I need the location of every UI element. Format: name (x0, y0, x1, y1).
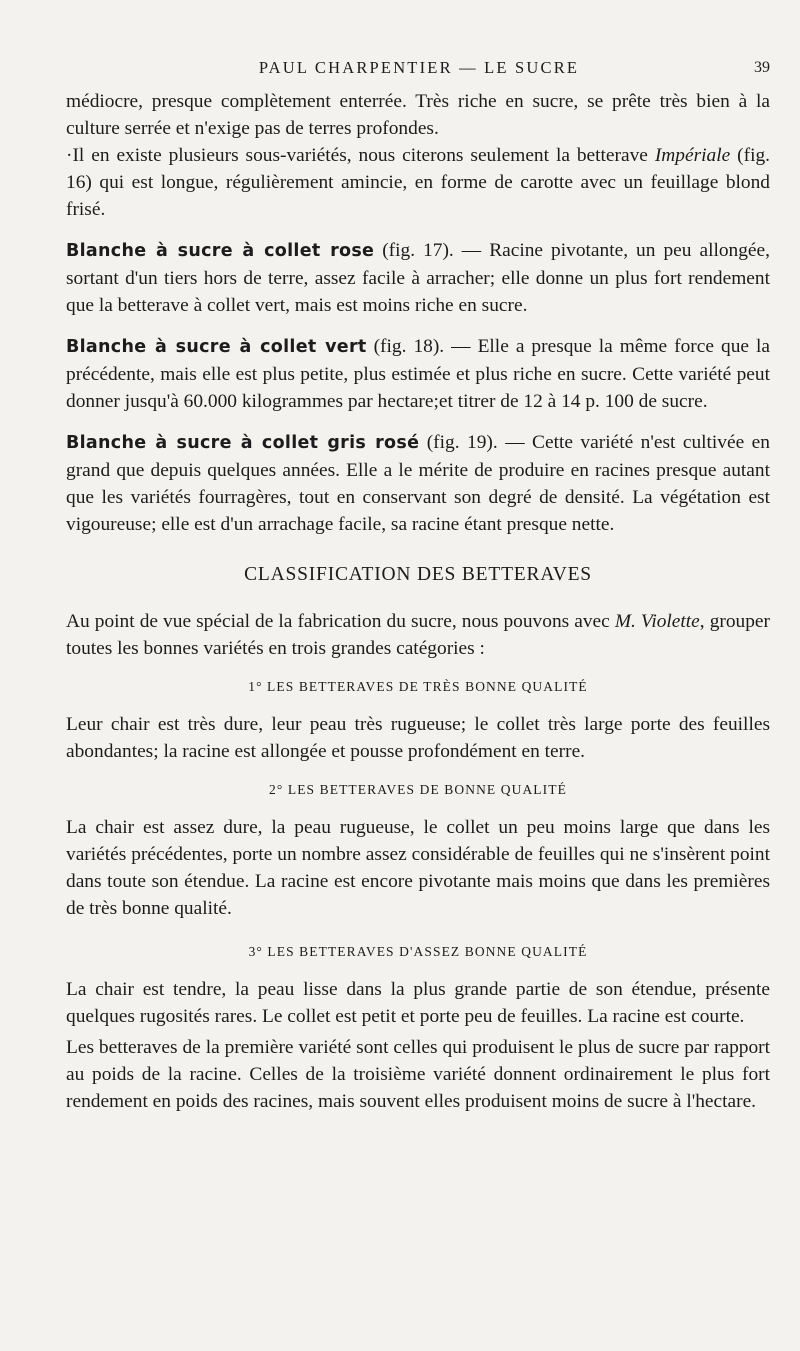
subsection-title-3: 3° LES BETTERAVES D'ASSEZ BONNE QUALITÉ (248, 944, 588, 959)
variety-paragraph-vert (66, 333, 770, 415)
paragraph-sub-varieties (66, 142, 770, 223)
variety-heading: Blanche à sucre à collet vert (66, 337, 367, 357)
variety-paragraph-gris-rose (66, 429, 770, 538)
variety-heading: Blanche à sucre à collet rose (66, 241, 375, 261)
variety-text: (fig. 18). — Elle a presque la même force que la précédente, mais elle est plus petite, plus estimée et plus riche en sucre. Cette variété peut donner jusqu'à 60.000 kilogrammes par hectare;et titrer de 12 à 14 p. 100 de sucre. (66, 336, 771, 412)
section-title: CLASSIFICATION DES BETTERAVES (244, 564, 592, 585)
closing-paragraph: Les betteraves de la première variété sont celles qui produisent le plus de sucre par rapport au poids de la racine. Celles de la troisième variété donnent ordinairement le plus fort rendement en poids des racines, mais souvent elles produisent moins de sucre à l'hectare. (66, 1037, 770, 1112)
page-number: 39 (754, 59, 770, 76)
intro-paragraph (66, 608, 770, 662)
running-head: PAUL CHARPENTIER — LE SUCRE (258, 58, 580, 77)
paragraph-text: ·Il en existe plusieurs sous-variétés, nous citerons seulement la betterave (66, 145, 655, 166)
italic-term: Impériale (654, 145, 731, 166)
subsection-text-2: La chair est assez dure, la peau rugueuse, le collet un peu moins large que dans les variétés précédentes, porte un nombre assez considérable de feuilles qui ne s'insèrent point dans toute son étendue. La racine est encore pivotante mais moins que dans les premières de très bonne qualité. (66, 817, 770, 919)
italic-author: M. Violette (614, 611, 700, 632)
page-header (66, 58, 772, 82)
page-body (66, 88, 770, 1115)
variety-paragraph-rose (66, 237, 770, 319)
subsection-text-3: La chair est tendre, la peau lisse dans la plus grande partie de son étendue, présente quelques rugosités rares. Le collet est petit et porte peu de feuilles. La racine est courte. (66, 979, 770, 1027)
paragraph-continuation (66, 88, 770, 142)
paragraph-text: Au point de vue spécial de la fabrication du sucre, nous pouvons avec (66, 611, 615, 632)
paragraph-text: médiocre, presque complètement enterrée. Très riche en sucre, se prête très bien à la culture serrée et n'exige pas de terres profondes. (66, 91, 770, 139)
paragraph-text: , grouper toutes les bonnes variétés en trois grandes catégories : (66, 611, 770, 659)
paragraph-text: (fig. 16) qui est longue, régulièrement amincie, en forme de carotte avec un feuillage blond frisé. (66, 145, 771, 220)
variety-heading: Blanche à sucre à collet gris rosé (66, 433, 420, 453)
subsection-title-1: 1° LES BETTERAVES DE TRÈS BONNE QUALITÉ (248, 679, 588, 694)
subsection-text-1: Leur chair est très dure, leur peau très rugueuse; le collet très large porte des feuilles abondantes; la racine est allongée et pousse profondément en terre. (66, 714, 770, 762)
subsection-title-2: 2° LES BETTERAVES DE BONNE QUALITÉ (269, 782, 567, 797)
variety-text: (fig. 19). — Cette variété n'est cultivée en grand que depuis quelques années. Elle a le mérite de produire en racines presque autant que les variétés fourragères, tout en conservant son degré de densité. La végétation est vigoureuse; elle est d'un arrachage facile, sa racine étant presque nette. (66, 432, 770, 535)
variety-text: (fig. 17). — Racine pivotante, un peu allongée, sortant d'un tiers hors de terre, assez facile à arracher; elle donne un plus fort rendement que la betterave à collet vert, mais est moins riche en sucre. (66, 240, 770, 316)
